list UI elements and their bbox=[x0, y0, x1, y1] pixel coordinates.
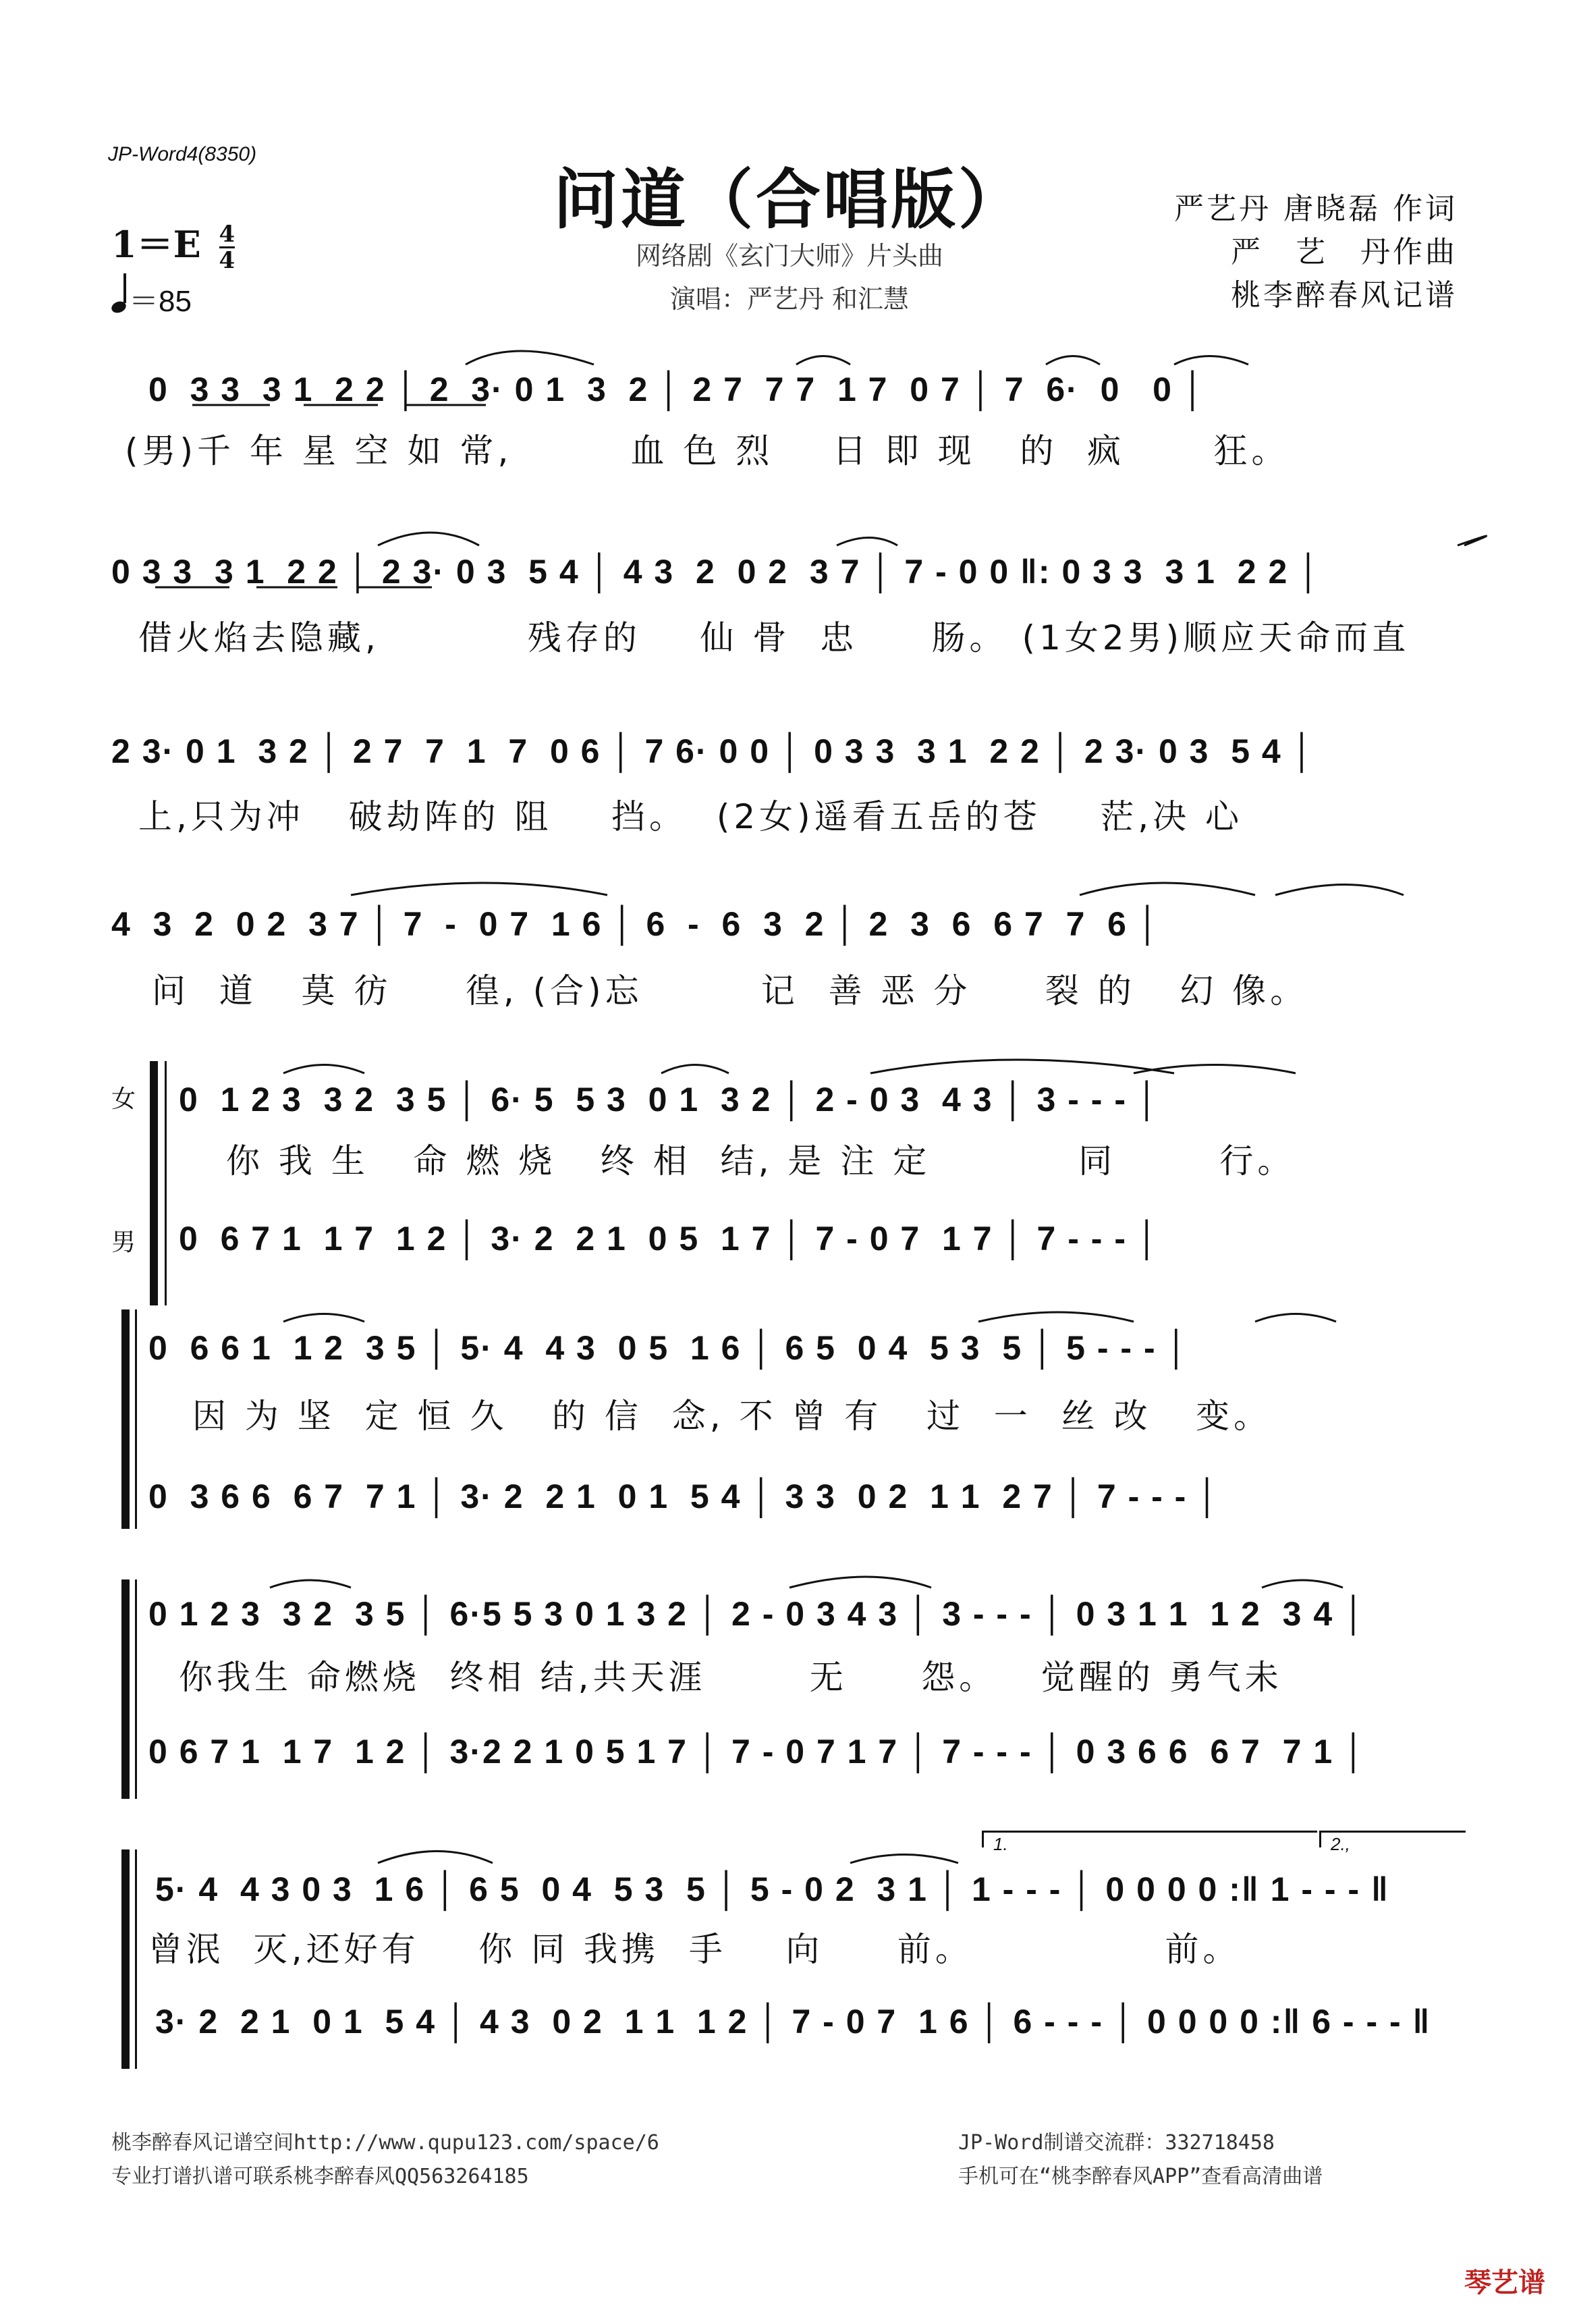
footer-right bbox=[958, 2126, 1323, 2194]
lyrics-line-2: 借火焰去隐藏, 残存的 仙 骨 忠 肠。 (1女2男)顺应天命而直 bbox=[138, 618, 1410, 657]
composer: 严 艺 丹作曲 bbox=[1231, 235, 1458, 269]
notes-line-1: 0 3 3 3 1 2 2 │ 2 3· 0 1 3 2 │ 2 7 7 7 1 7 0 7 │ 7 6· 0 0 │ bbox=[148, 371, 1207, 408]
lyrics-line-6: 因 为 坚 定 恒 久 的 信 念, 不 曾 有 过 一 丝 改 变。 bbox=[192, 1397, 1272, 1436]
slur-arc bbox=[1080, 883, 1255, 895]
slur-arc bbox=[1134, 1065, 1296, 1074]
slur-arc bbox=[351, 883, 607, 895]
lyrics-line-1: (男)千 年 星 空 如 常, 血 色 烈 日 即 现 的 疯 狂。 bbox=[125, 431, 1290, 470]
notes-line-2: 0 3 3 3 1 2 2 │ 2 3· 0 3 5 4 │ 4 3 2 0 2 3 7 │ 7 - 0 0 ‖: 0 3 3 3 1 2 2 │ bbox=[111, 553, 1322, 591]
footer-group: JP-Word制谱交流群：332718458 bbox=[958, 2131, 1275, 2155]
notes-line-7-male: 0 6 7 1 1 7 1 2 │ 3·2 2 1 0 5 1 7 │ 7 - 0 7 1 7 │ 7 - - - │ 0 3 6 6 6 7 7 1 │ bbox=[148, 1733, 1367, 1771]
slur-arc bbox=[870, 1060, 1174, 1073]
key-label: 1＝E bbox=[111, 223, 201, 266]
slur-arc bbox=[1255, 1314, 1336, 1322]
singers: 演唱：严艺丹 和汇慧 bbox=[669, 284, 910, 314]
notes-line-4: 4 3 2 0 2 3 7 │ 7 - 0 7 1 6 │ 6 - 6 3 2 │ 2 3 6 6 7 7 6 │ bbox=[111, 905, 1161, 943]
underline-beams bbox=[155, 405, 486, 587]
footer-contact: 专业打谱扒谱可联系桃李醉春风QQ563264185 bbox=[111, 2165, 529, 2188]
notes-line-5-male: 0 6 7 1 1 7 1 2 │ 3· 2 2 1 0 5 1 7 │ 7 - 0 7 1 7 │ 7 - - - │ bbox=[179, 1220, 1161, 1258]
tie-arc bbox=[378, 533, 479, 545]
tie-arc bbox=[270, 1580, 351, 1588]
notes-line-6-male: 0 3 6 6 6 7 7 1 │ 3· 2 2 1 0 1 5 4 │ 3 3 0 2 1 1 2 7 │ 7 - - - │ bbox=[148, 1478, 1221, 1515]
slur-arc bbox=[1174, 356, 1248, 365]
software-version: JP-Word4(8350) bbox=[108, 143, 257, 165]
slur-arc bbox=[378, 1852, 493, 1864]
slur-arc bbox=[850, 1855, 958, 1864]
notes-line-3: 2 3· 0 1 3 2 │ 2 7 7 1 7 0 6 │ 7 6· 0 0 │ 0 3 3 3 1 2 2 │ 2 3· 0 3 5 4 │ bbox=[111, 732, 1315, 770]
transcriber: 桃李醉春风记谱 bbox=[1231, 278, 1458, 313]
tie-arc bbox=[283, 1314, 364, 1322]
slur-arc bbox=[790, 1577, 931, 1588]
part-label-female: 女 bbox=[111, 1085, 136, 1113]
subtitle: 网络剧《玄门大师》片头曲 bbox=[635, 241, 943, 271]
notes-line-5-female: 0 1 2 3 3 2 3 5 │ 6· 5 5 3 0 1 3 2 │ 2 - 0 3 4 3 │ 3 - - - │ bbox=[179, 1081, 1161, 1118]
tempo-value: ＝85 bbox=[129, 285, 192, 318]
footer-website: 桃李醉春风记谱空间http://www.qupu123.com/space/6 bbox=[111, 2131, 659, 2155]
tie-arc bbox=[1262, 1580, 1343, 1588]
volta-second-ending: 2., bbox=[1319, 1831, 1466, 1847]
volta-first-ending: 1. bbox=[982, 1831, 1317, 1847]
lyrics-line-5: 你 我 生 命 燃 烧 终 相 结, 是 注 定 同 行。 bbox=[226, 1141, 1296, 1181]
slur-arc bbox=[661, 1065, 729, 1074]
slur-arc bbox=[1275, 885, 1404, 896]
notes-line-8-male: 3· 2 2 1 0 1 5 4 │ 4 3 0 2 1 1 1 2 │ 7 - 0 7 1 6 │ 6 - - - │ 0 0 0 0 :‖ 6 - - - ‖ bbox=[155, 2003, 1431, 2041]
lyrics-line-8: 曾泯 灭,还好有 你 同 我携 手 向 前。 前。 bbox=[148, 1930, 1241, 1969]
part-label-male: 男 bbox=[111, 1228, 136, 1256]
site-logo: 琴艺谱 bbox=[1464, 2267, 1545, 2298]
notes-line-6-female: 0 6 6 1 1 2 3 5 │ 5· 4 4 3 0 5 1 6 │ 6 5 0 4 5 3 5 │ 5 - - - │ bbox=[148, 1329, 1190, 1367]
tie-arc bbox=[466, 351, 594, 364]
time-numerator: 4 bbox=[219, 221, 236, 248]
time-denominator: 4 bbox=[219, 247, 236, 275]
tie-arc bbox=[283, 1065, 364, 1074]
notes-line-7-female: 0 1 2 3 3 2 3 5 │ 6·5 5 3 0 1 3 2 │ 2 - 0 3 4 3 │ 3 - - - │ 0 3 1 1 1 2 3 4 │ bbox=[148, 1595, 1367, 1633]
slur-arc bbox=[837, 538, 897, 546]
footer-app: 手机可在“桃李醉春风APP”查看高清曲谱 bbox=[958, 2165, 1323, 2188]
tie-arc bbox=[1458, 536, 1487, 545]
lyrics-line-4: 问 道 莫 彷 徨, (合)忘 记 善 恶 分 裂 的 幻 像。 bbox=[152, 971, 1308, 1010]
footer-left bbox=[111, 2126, 659, 2194]
song-title: 问道（合唱版） bbox=[553, 162, 1026, 238]
slur-arc bbox=[796, 356, 850, 365]
lyrics-line-3: 上,只为冲 破劫阵的 阻 挡。 (2女)遥看五岳的苍 茫,决 心 bbox=[138, 797, 1244, 836]
notes-line-8-female: 5· 4 4 3 0 3 1 6 │ 6 5 0 4 5 3 5 │ 5 - 0 2 3 1 │ 1 - - - │ 0 0 0 0 :‖ 1 - - - ‖ bbox=[155, 1870, 1389, 1908]
lyrics-line-7: 你我生 命燃烧 终相 结,共天涯 无 怨。 觉醒的 勇气未 bbox=[179, 1658, 1283, 1697]
slur-arc bbox=[1046, 356, 1100, 365]
lyricist: 严艺丹 唐晓磊 作词 bbox=[1174, 192, 1458, 226]
slur-arc bbox=[978, 1312, 1134, 1322]
